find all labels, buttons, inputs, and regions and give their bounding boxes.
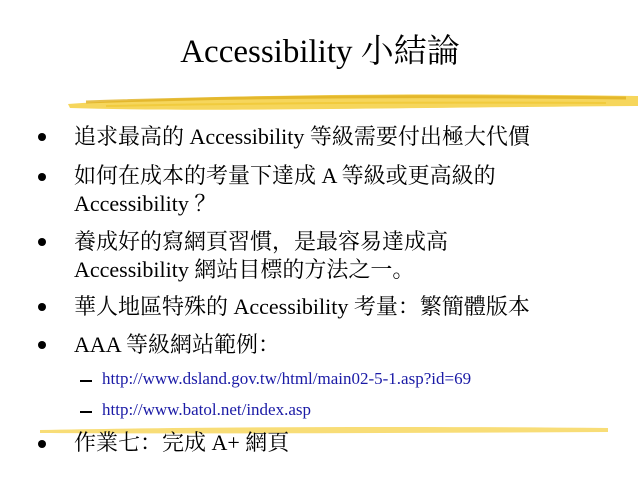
- bullet-text-2-line-2: Accessibility ？: [74, 191, 217, 216]
- example-link-2[interactable]: http://www.batol.net/index.asp: [102, 400, 312, 419]
- title-underline-decoration: [66, 86, 640, 116]
- bullet-text-1: 追求最高的 Accessibility 等級需要付出極大代價: [74, 124, 530, 149]
- bullet-dot: [38, 173, 46, 181]
- bullet-text-3-line-2: Accessibility 網站目標的方法之一。: [74, 257, 415, 282]
- sub-bullet-dash: [80, 380, 92, 382]
- slide-title: Accessibility 小結論: [180, 34, 460, 70]
- bullet-text-3-line-1: 養成好的寫網頁習慣，是最容易達成高: [74, 229, 449, 254]
- bullet-text-5: AAA 等級網站範例：: [74, 332, 280, 357]
- bullet-text-6: 作業七：完成 A+ 網頁: [74, 430, 290, 455]
- bullet-dot: [38, 341, 46, 349]
- bullet-dot: [38, 133, 46, 141]
- bullet-text-4: 華人地區特殊的 Accessibility 考量：繁簡體版本: [74, 294, 530, 319]
- bullet-text-2-line-1: 如何在成本的考量下達成 A 等級或更高級的: [74, 163, 496, 188]
- bullet-dot: [38, 440, 46, 448]
- example-link-1[interactable]: http://www.dsland.gov.tw/html/main02-5-1.asp?id=69: [102, 369, 472, 388]
- bullet-dot: [38, 303, 46, 311]
- sub-bullet-dash: [80, 411, 92, 413]
- bullet-dot: [38, 238, 46, 246]
